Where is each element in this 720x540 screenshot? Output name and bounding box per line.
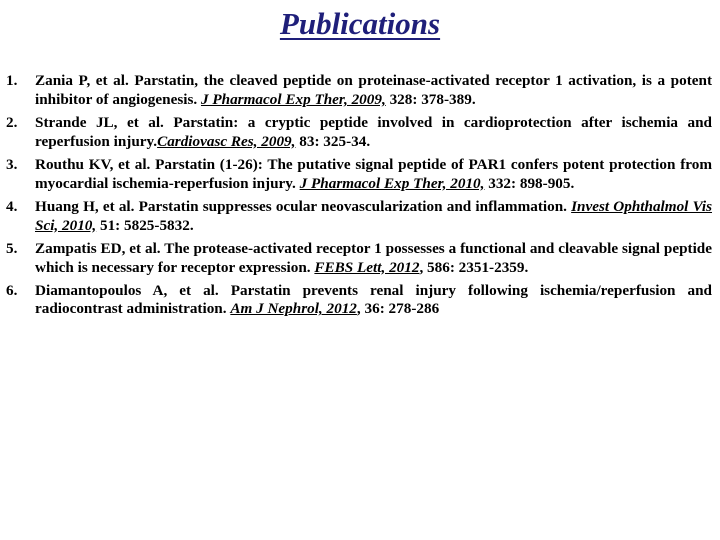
- publication-number: 3.: [6, 155, 18, 173]
- publication-item: [6, 198, 712, 236]
- publication-item: [6, 72, 712, 110]
- publication-text: Zania P, et al. Parstatin, the cleaved peptide on proteinase-activated receptor 1 activation, is a potent inhibitor of angiogenesis.: [35, 72, 712, 108]
- publication-item: [6, 282, 712, 320]
- publication-text: Zampatis ED, et al. The protease-activated receptor 1 possesses a functional and cleavable signal peptide which is necessary for receptor expression.: [35, 239, 712, 276]
- publication-text: Strande JL, et al. Parstatin: a cryptic peptide involved in cardioprotection after ischemia and reperfusion injury.: [35, 113, 712, 150]
- journal-reference: Cardiovasc Res, 2009,: [157, 132, 296, 150]
- journal-reference: FEBS Lett, 2012: [314, 258, 420, 276]
- journal-reference: Invest Ophthalmol Vis Sci, 2010,: [35, 197, 712, 234]
- citation-details: , 36: 278-286: [356, 300, 440, 318]
- publication-number: 6.: [6, 281, 18, 299]
- citation-details: 328: 378-389.: [385, 90, 476, 108]
- citation-details: 51: 5825-5832.: [96, 216, 194, 234]
- publication-text: Routhu KV, et al. Parstatin (1-26): The putative signal peptide of PAR1 confers potent protection from myocardial ischemia-reperfusion injury.: [35, 155, 712, 192]
- citation-details: 332: 898-905.: [484, 174, 575, 192]
- publication-list: [6, 72, 712, 323]
- page-title: Publications: [279, 6, 441, 41]
- publication-number: 1.: [6, 72, 18, 89]
- publication-text: Diamantopoulos A, et al. Parstatin prevents renal injury following ischemia/reperfusion and radiocontrast administration.: [35, 281, 712, 318]
- publication-text: Huang H, et al. Parstatin suppresses ocular neovascularization and inflammation.: [35, 197, 572, 215]
- citation-details: , 586: 2351-2359.: [419, 258, 529, 276]
- publication-number: 5.: [6, 239, 18, 257]
- journal-reference: J Pharmacol Exp Ther, 2010,: [299, 174, 485, 192]
- citation-details: 83: 325-34.: [295, 132, 371, 150]
- publication-item: [6, 240, 712, 278]
- journal-reference: Am J Nephrol, 2012: [230, 300, 357, 318]
- publication-number: 2.: [6, 113, 18, 131]
- publication-number: 4.: [6, 197, 18, 215]
- publication-item: [6, 156, 712, 194]
- publication-item: [6, 114, 712, 152]
- journal-reference: J Pharmacol Exp Ther, 2009,: [200, 90, 386, 108]
